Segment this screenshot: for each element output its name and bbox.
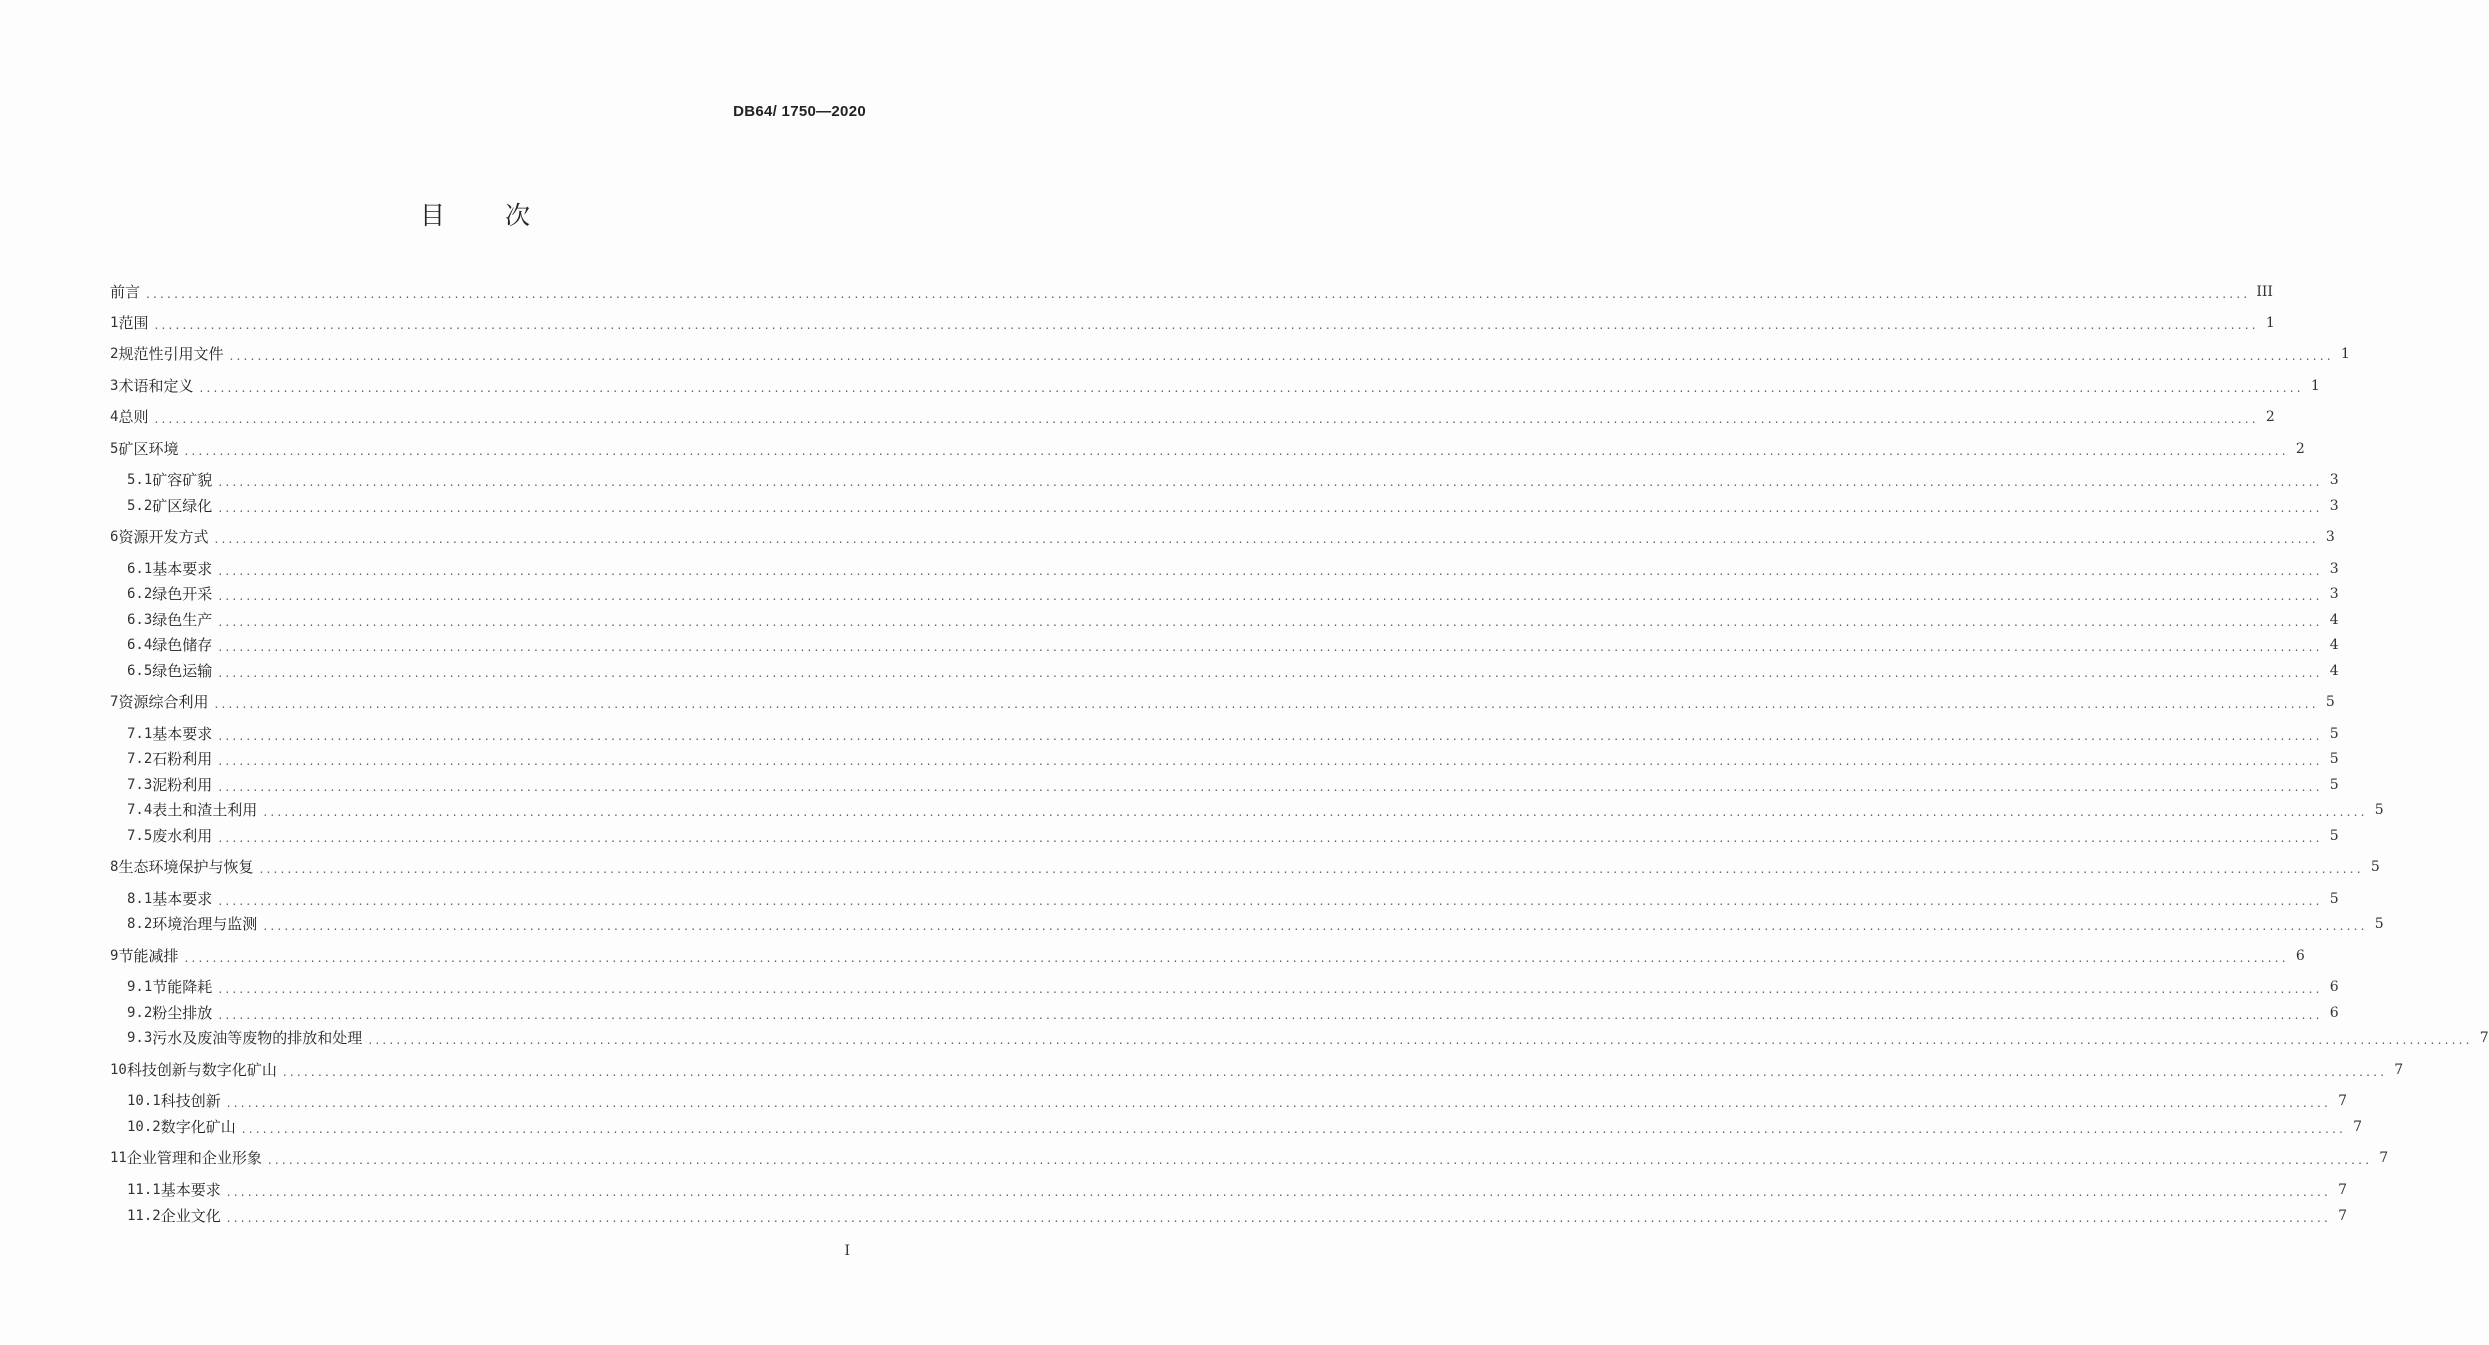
toc-entry-number: 10.2 [127, 1119, 161, 1135]
toc-leader-dots: ............................................................................................................................................................................................................................................................................................................ [282, 1065, 2388, 1079]
toc-entry-number: 3 [110, 378, 119, 394]
toc-entry-number: 6.5 [127, 663, 153, 679]
toc-leader-dots: ............................................................................................................................................................................................................................................................................................................ [214, 532, 2319, 546]
toc-entry-number: 9.3 [127, 1030, 153, 1046]
toc-leader-dots: ............................................................................................................................................................................................................................................................................................................ [263, 805, 2368, 819]
toc-entry-number: 11.2 [127, 1208, 161, 1224]
toc-entry-title: 绿色运输 [152, 662, 213, 680]
toc-leader-dots: ............................................................................................................................................................................................................................................................................................................ [214, 697, 2319, 711]
toc-entry-page: 5 [2329, 751, 2339, 767]
toc-entry-page: 5 [2329, 777, 2339, 793]
toc-entry[interactable] [0, 494, 2339, 518]
toc-entry-page: 6 [2295, 948, 2305, 964]
toc-entry-title: 泥粉利用 [152, 776, 213, 794]
toc-leader-dots: ............................................................................................................................................................................................................................................................................................................ [218, 894, 2323, 908]
toc-entry-number: 9.1 [127, 979, 153, 995]
toc-entry-title: 废水利用 [152, 827, 213, 845]
toc-entry-page: 1 [2265, 315, 2275, 331]
toc-entry-title: 基本要求 [152, 560, 213, 578]
toc-entry-number: 4 [110, 409, 119, 425]
toc-entry-title: 绿色储存 [152, 636, 213, 654]
toc-entry-number: 10 [110, 1062, 127, 1078]
toc-entry[interactable] [0, 608, 2339, 632]
toc-entry-page: 3 [2329, 586, 2339, 602]
toc-entry-page: 5 [2329, 828, 2339, 844]
toc-entry[interactable] [0, 887, 2339, 911]
toc-entry-title: 节能减排 [118, 947, 179, 965]
toc-entry-title: 企业管理和企业形象 [126, 1149, 262, 1167]
toc-leader-dots: ............................................................................................................................................................................................................................................................................................................ [259, 862, 2364, 876]
toc-entry[interactable] [0, 468, 2339, 492]
toc-entry-title: 绿色开采 [152, 585, 213, 603]
toc-entry[interactable] [0, 975, 2339, 999]
toc-leader-dots: ............................................................................................................................................................................................................................................................................................................ [226, 1211, 2332, 1225]
toc-leader-dots: ............................................................................................................................................................................................................................................................................................................ [263, 919, 2368, 933]
toc-entry-title: 节能降耗 [152, 978, 213, 996]
toc-entry-page: 3 [2329, 472, 2339, 488]
toc-entry-page: 4 [2329, 637, 2339, 653]
toc-entry-title: 范围 [118, 314, 149, 332]
toc-entry-title: 资源开发方式 [118, 528, 209, 546]
toc-entry-title: 企业文化 [160, 1207, 221, 1225]
toc-entry-page: 6 [2329, 1005, 2339, 1021]
toc-entry-page: 5 [2374, 916, 2384, 932]
toc-entry-title: 矿区绿化 [152, 497, 213, 515]
toc-entry-page: 3 [2325, 529, 2335, 545]
toc-entry-number: 6.3 [127, 612, 153, 628]
toc-leader-dots: ............................................................................................................................................................................................................................................................................................................ [199, 381, 2304, 395]
toc-leader-dots: ............................................................................................................................................................................................................................................................................................................ [218, 615, 2323, 629]
toc-entry-page: 3 [2329, 498, 2339, 514]
toc-entry-number: 9.2 [127, 1005, 153, 1021]
toc-entry-page: III [2256, 284, 2273, 300]
toc-entry-number: 6 [110, 529, 119, 545]
toc-leader-dots: ............................................................................................................................................................................................................................................................................................................ [368, 1033, 2473, 1047]
toc-entry-title: 资源综合利用 [118, 693, 209, 711]
toc-entry-title: 矿区环境 [118, 440, 179, 458]
toc-entry[interactable] [0, 944, 2305, 968]
toc-leader-dots: ............................................................................................................................................................................................................................................................................................................ [241, 1122, 2347, 1136]
toc-entry[interactable] [0, 311, 2275, 335]
toc-entry-number: 10.1 [127, 1093, 161, 1109]
toc-entry[interactable] [0, 798, 2384, 822]
toc-entry[interactable] [0, 912, 2384, 936]
toc-entry-page: 2 [2265, 409, 2275, 425]
toc-entry-title: 绿色生产 [152, 611, 213, 629]
toc-entry-number: 7 [110, 694, 119, 710]
toc-entry-number: 5.2 [127, 498, 153, 514]
toc-entry[interactable] [0, 342, 2350, 366]
toc-entry-page: 7 [2379, 1150, 2389, 1166]
toc-entry-number: 8.2 [127, 916, 153, 932]
toc-entry-title: 表土和渣土利用 [152, 801, 258, 819]
toc-entry-page: 7 [2338, 1208, 2348, 1224]
toc-entry-title: 规范性引用文件 [118, 345, 224, 363]
toc-leader-dots: ............................................................................................................................................................................................................................................................................................................ [218, 589, 2323, 603]
toc-entry-number: 6.1 [127, 561, 153, 577]
toc-entry[interactable] [0, 405, 2275, 429]
toc-entry-page: 6 [2329, 979, 2339, 995]
toc-entry[interactable] [0, 690, 2335, 714]
toc-entry-number: 9 [110, 948, 119, 964]
toc-entry-title: 基本要求 [152, 890, 213, 908]
toc-entry[interactable] [0, 1115, 2363, 1139]
toc-leader-dots: ............................................................................................................................................................................................................................................................................................................ [184, 951, 2289, 965]
toc-entry-number: 7.1 [127, 726, 153, 742]
toc-entry-page: 3 [2329, 561, 2339, 577]
toc-entry-number: 7.5 [127, 828, 153, 844]
toc-entry-page: 7 [2338, 1182, 2348, 1198]
toc-entry[interactable] [0, 855, 2380, 879]
toc-entry[interactable] [0, 1178, 2348, 1202]
toc-entry-page: 4 [2329, 663, 2339, 679]
toc-entry[interactable] [0, 582, 2339, 606]
toc-entry[interactable] [0, 1204, 2348, 1228]
toc-entry-title: 粉尘排放 [152, 1004, 213, 1022]
toc-entry-page: 5 [2374, 802, 2384, 818]
toc-entry-title: 数字化矿山 [160, 1118, 236, 1136]
toc-entry-page: 4 [2329, 612, 2339, 628]
toc-entry-page: 7 [2394, 1062, 2404, 1078]
toc-entry-page: 5 [2370, 859, 2380, 875]
toc-entry-number: 5 [110, 441, 119, 457]
toc-leader-dots: ............................................................................................................................................................................................................................................................................................................ [229, 349, 2334, 363]
toc-entry-page: 1 [2310, 378, 2320, 394]
toc-entry-number: 11 [110, 1150, 127, 1166]
toc-leader-dots: ............................................................................................................................................................................................................................................................................................................ [226, 1096, 2332, 1110]
toc-entry-number: 7.4 [127, 802, 153, 818]
toc-leader-dots: ............................................................................................................................................................................................................................................................................................................ [218, 564, 2323, 578]
toc-entry-title: 环境治理与监测 [152, 915, 258, 933]
toc-entry-number: 1 [110, 315, 119, 331]
toc-entry-title: 矿容矿貌 [152, 471, 213, 489]
toc-entry-number: 11.1 [127, 1182, 161, 1198]
toc-entry[interactable] [0, 722, 2339, 746]
toc-entry[interactable] [0, 1026, 2489, 1050]
toc-entry-number: 5.1 [127, 472, 153, 488]
toc-leader-dots: ............................................................................................................................................................................................................................................................................................................ [154, 318, 2259, 332]
toc-entry-number: 2 [110, 346, 119, 362]
toc-entry-page: 7 [2479, 1030, 2489, 1046]
toc-leader-dots: ............................................................................................................................................................................................................................................................................................................ [218, 831, 2323, 845]
toc-entry-page: 5 [2329, 726, 2339, 742]
toc-entry-title: 术语和定义 [118, 377, 194, 395]
toc-entry-number: 8 [110, 859, 119, 875]
toc-leader-dots: ............................................................................................................................................................................................................................................................................................................ [218, 754, 2323, 768]
toc-entry-title: 科技创新与数字化矿山 [126, 1061, 277, 1079]
toc-entry[interactable] [0, 773, 2339, 797]
toc-entry-page: 7 [2338, 1093, 2348, 1109]
toc-entry-number: 8.1 [127, 891, 153, 907]
toc-entry[interactable] [0, 1089, 2348, 1113]
toc-leader-dots: ............................................................................................................................................................................................................................................................................................................ [218, 640, 2323, 654]
toc-entry-title: 总则 [118, 408, 149, 426]
toc-entry-page: 2 [2295, 441, 2305, 457]
toc-leader-dots: ............................................................................................................................................................................................................................................................................................................ [226, 1185, 2332, 1199]
toc-leader-dots: ............................................................................................................................................................................................................................................................................................................ [218, 475, 2323, 489]
toc-leader-dots: ............................................................................................................................................................................................................................................................................................................ [267, 1153, 2373, 1167]
toc-leader-dots: ............................................................................................................................................................................................................................................................................................................ [146, 287, 2251, 301]
toc-entry-title: 前言 [110, 283, 141, 301]
toc-entry-title: 基本要求 [152, 725, 213, 743]
toc-leader-dots: ............................................................................................................................................................................................................................................................................................................ [218, 780, 2323, 794]
toc-entry-title: 科技创新 [160, 1092, 221, 1110]
toc-leader-dots: ............................................................................................................................................................................................................................................................................................................ [218, 501, 2323, 515]
toc-entry-number: 6.2 [127, 586, 153, 602]
page-number: I [844, 1243, 850, 1259]
toc-entry-page: 1 [2340, 346, 2350, 362]
toc-entry-title: 基本要求 [160, 1181, 221, 1199]
toc-entry[interactable] [0, 824, 2339, 848]
toc-entry-page: 5 [2325, 694, 2335, 710]
toc-entry[interactable] [0, 525, 2335, 549]
toc-entry[interactable] [0, 280, 2273, 304]
toc-entry-title: 污水及废油等废物的排放和处理 [152, 1029, 363, 1047]
toc-entry[interactable] [0, 437, 2305, 461]
toc-entry[interactable] [0, 1146, 2389, 1170]
toc-entry-title: 石粉利用 [152, 750, 213, 768]
toc-entry[interactable] [0, 747, 2339, 771]
toc-entry[interactable] [0, 659, 2339, 683]
toc-leader-dots: ............................................................................................................................................................................................................................................................................................................ [154, 412, 2259, 426]
toc-leader-dots: ............................................................................................................................................................................................................................................................................................................ [184, 444, 2289, 458]
toc-entry[interactable] [0, 1058, 2404, 1082]
page-title: 目 次 [420, 201, 556, 230]
toc-entry-title: 生态环境保护与恢复 [118, 858, 254, 876]
toc-entry[interactable] [0, 633, 2339, 657]
toc-leader-dots: ............................................................................................................................................................................................................................................................................................................ [218, 729, 2323, 743]
toc-entry[interactable] [0, 1001, 2339, 1025]
toc-entry[interactable] [0, 557, 2339, 581]
toc-entry-number: 6.4 [127, 637, 153, 653]
toc-entry-number: 7.2 [127, 751, 153, 767]
document-code: DB64/ 1750—2020 [733, 103, 866, 120]
toc-leader-dots: ............................................................................................................................................................................................................................................................................................................ [218, 1008, 2323, 1022]
toc-entry-number: 7.3 [127, 777, 153, 793]
toc-entry-page: 5 [2329, 891, 2339, 907]
toc-leader-dots: ............................................................................................................................................................................................................................................................................................................ [218, 666, 2323, 680]
toc-leader-dots: ............................................................................................................................................................................................................................................................................................................ [218, 982, 2323, 996]
toc-entry-page: 7 [2353, 1119, 2363, 1135]
toc-entry[interactable] [0, 374, 2320, 398]
